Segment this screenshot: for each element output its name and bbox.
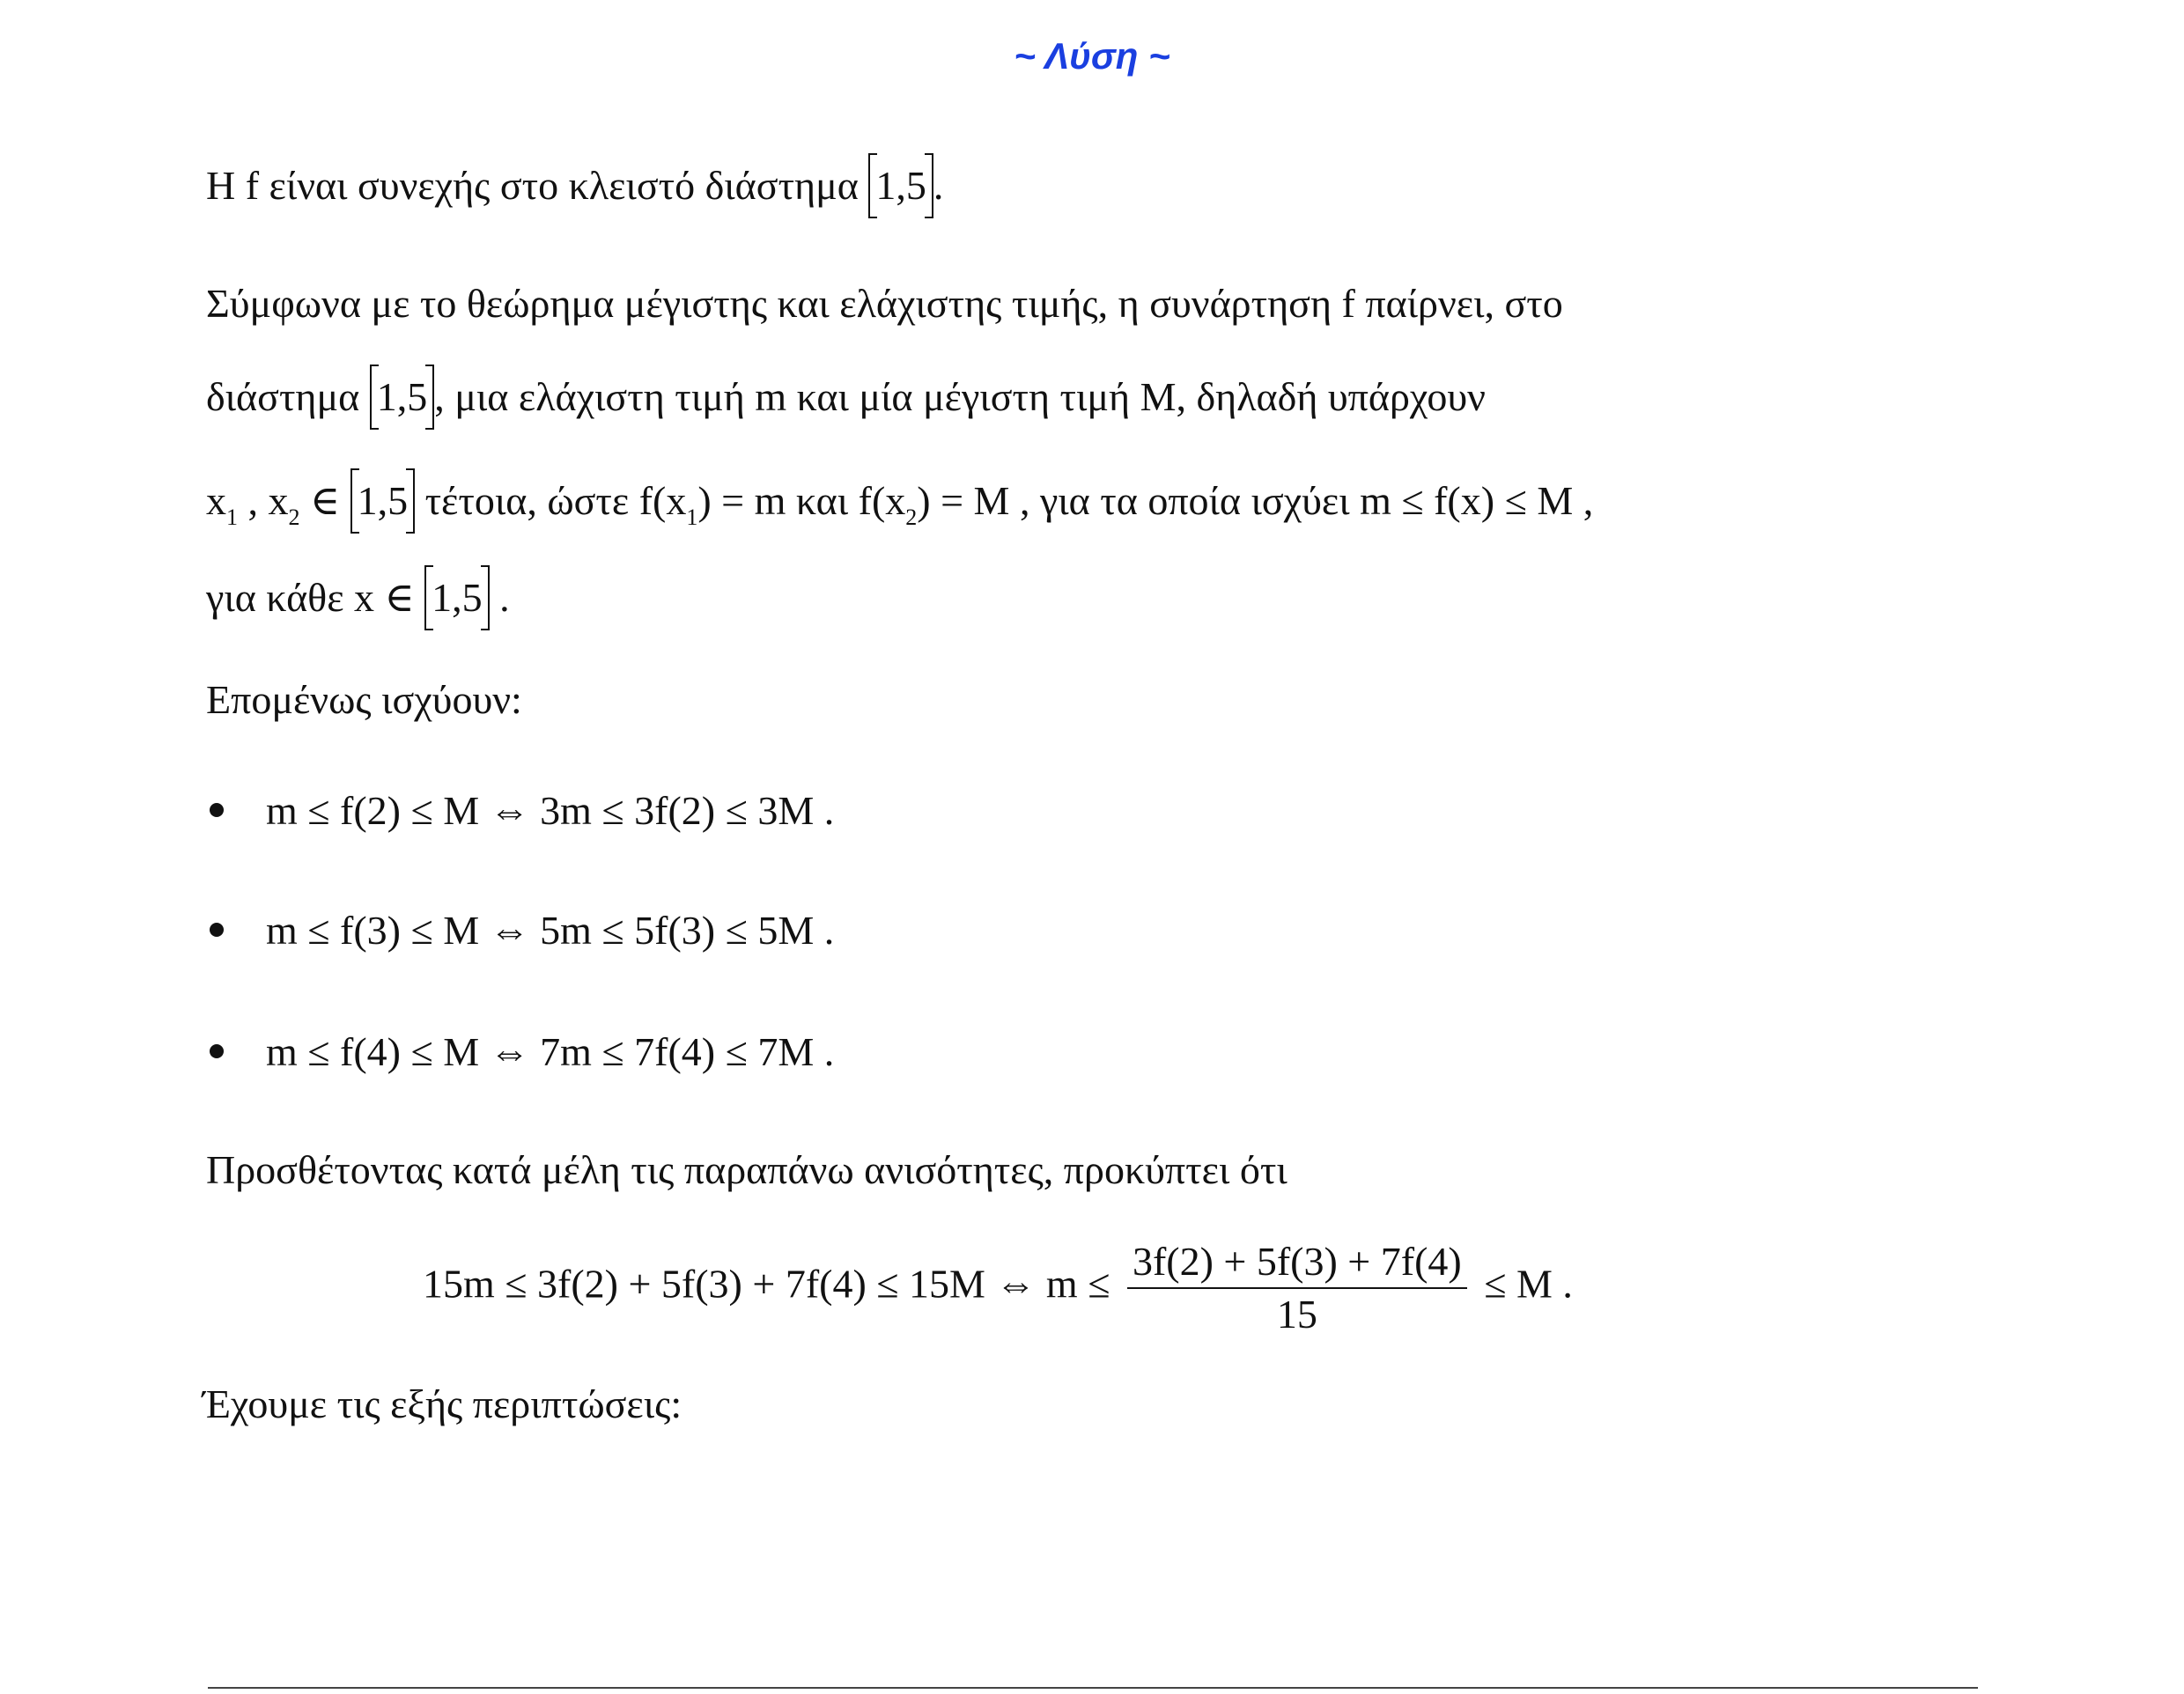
paragraph-adding: Προσθέτοντας κατά μέλη τις παραπάνω ανισότητες, προκύπτει ότι <box>206 1147 1288 1192</box>
bullet-dot <box>210 1044 224 1058</box>
paragraph-theorem-line1: Σύμφωνα με το θεώρημα μέγιστης και ελάχιστης τιμής, η συνάρτηση f παίρνει, στο <box>206 281 1563 326</box>
footer-divider <box>208 1687 1978 1689</box>
fraction-numerator: 3f(2) + 5f(3) + 7f(4) <box>1127 1241 1467 1289</box>
interval-bracket: 1,5 <box>424 578 490 618</box>
paragraph-therefore: Επομένως ισχύουν: <box>206 677 522 722</box>
bullet-inequality-3: m ≤ f(4) ≤ M ⇔ 7m ≤ 7f(4) ≤ 7M . <box>266 1029 835 1074</box>
paragraph-theorem-line2: διάστημα 1,5 , μια ελάχιστη τιμή m και μία μέγιστη τιμή M, δηλαδή υπάρχουν <box>206 374 1486 419</box>
solution-title: ~ Λύση ~ <box>1014 35 1170 77</box>
fraction-denominator: 15 <box>1276 1292 1317 1337</box>
paragraph-theorem-line4: για κάθε x ∈ 1,5 . <box>206 575 510 620</box>
paragraph-cases: Έχουμε τις εξής περιπτώσεις: <box>203 1381 682 1426</box>
bullet-inequality-2: m ≤ f(3) ≤ M ⇔ 5m ≤ 5f(3) ≤ 5M . <box>266 908 835 953</box>
main-equation: 15m ≤ 3f(2) + 5f(3) + 7f(4) ≤ 15M ⇔ m ≤ $\frac{3f(2) + 5f(3) + 7f(4)}{15}$ ≤ M . <box>423 1239 1573 1337</box>
paragraph-continuity: Η f είναι συνεχής στο κλειστό διάστημα 1,5 . <box>206 163 944 208</box>
interval-bracket: 1,5 <box>868 166 933 206</box>
fraction <box>1127 1241 1467 1335</box>
bullet-dot <box>210 803 224 817</box>
bullet-dot <box>210 923 224 937</box>
interval-bracket: 1,5 <box>350 481 416 521</box>
bullet-inequality-1: m ≤ f(2) ≤ M ⇔ 3m ≤ 3f(2) ≤ 3M . <box>266 788 835 833</box>
interval-bracket: 1,5 <box>370 377 435 417</box>
paragraph-theorem-line3: $x_1$ , $x_2$ ∈ 1,5 τέτοια, ώστε $f(x_1) = m$ και $f(x_2) = M$ , για τα οποία ισχύει m ≤ f(x) ≤ M , <box>206 478 1594 530</box>
